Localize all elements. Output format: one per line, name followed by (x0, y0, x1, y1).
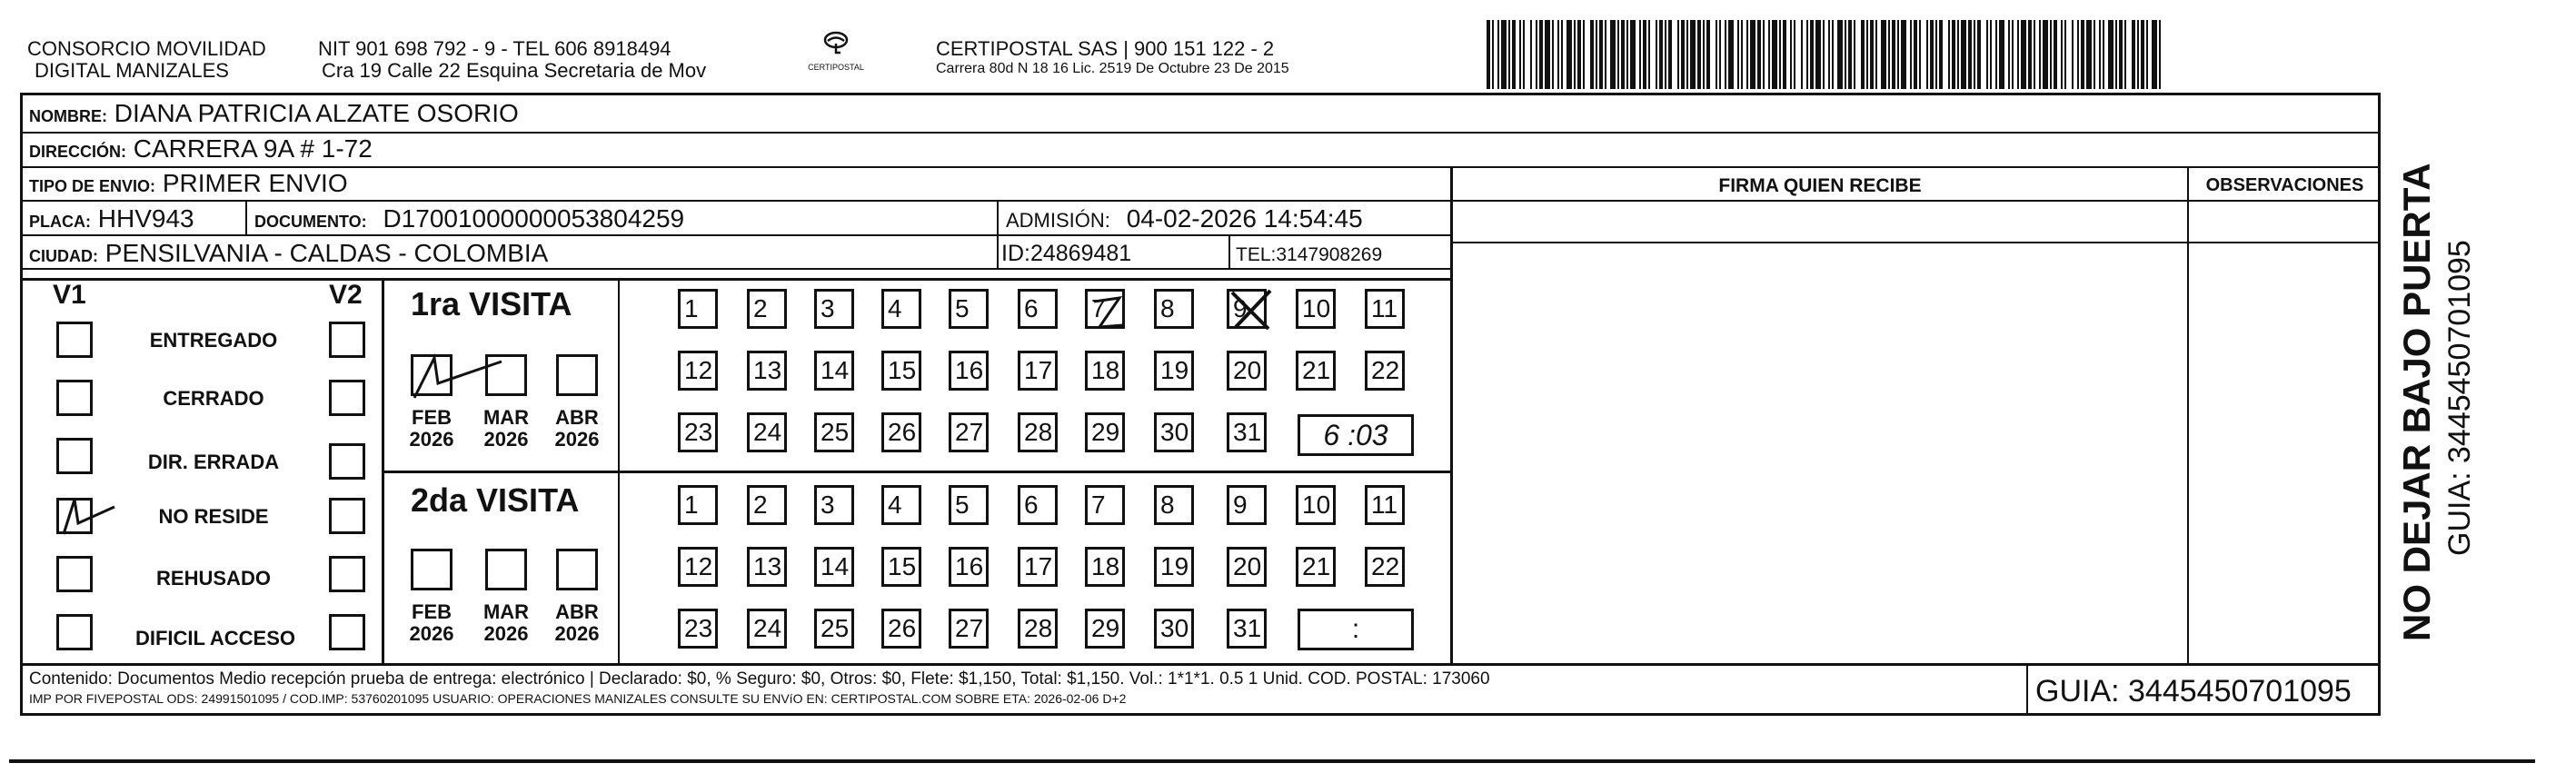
visit2-time-box[interactable]: : (1298, 609, 1414, 650)
barcode-bar (1801, 20, 1803, 89)
barcode-bar (1779, 20, 1781, 89)
barcode-bar (1621, 20, 1625, 89)
visit2-day-12[interactable]: 12 (678, 547, 718, 587)
barcode-bar (1596, 20, 1597, 89)
barcode-bar (1986, 20, 1988, 89)
visit2-abr-box[interactable] (556, 549, 598, 590)
barcode-bar (1512, 20, 1516, 89)
barcode-bar (1848, 20, 1852, 89)
barcode-bar (2034, 20, 2035, 89)
visit2-day-11[interactable]: 11 (1365, 485, 1405, 525)
visit1-day-15[interactable]: 15 (881, 351, 921, 391)
visit1-month-abr: ABR 2026 (554, 406, 600, 451)
id-field: ID:24869481 (1001, 241, 1132, 266)
visit2-day-25[interactable]: 25 (814, 609, 854, 649)
visit1-month-feb: FEB 2026 (409, 406, 454, 451)
visit1-day-6[interactable]: 6 (1018, 289, 1058, 329)
barcode-bar (2124, 20, 2126, 89)
barcode-bar (1545, 20, 1550, 89)
barcode-bar (1639, 20, 1641, 89)
visit2-day-29[interactable]: 29 (1085, 609, 1125, 649)
barcode-bar (2119, 20, 2123, 89)
barcode-bar (2054, 20, 2057, 89)
barcode-bar (1703, 20, 1705, 89)
barcode-bar (1888, 20, 1890, 89)
visit1-day-20[interactable]: 20 (1227, 351, 1267, 391)
barcode-bar (1977, 20, 1981, 89)
barcode-bar (2039, 20, 2041, 89)
visit1-day-11[interactable]: 11 (1365, 289, 1405, 329)
visit2-day-16[interactable]: 16 (949, 547, 989, 587)
barcode-bar (2072, 20, 2074, 89)
visit2-day-5[interactable]: 5 (949, 485, 989, 525)
barcode-bar (1648, 20, 1650, 89)
visit2-day-13[interactable]: 13 (747, 547, 787, 587)
visit2-day-9[interactable]: 9 (1227, 485, 1267, 525)
visit2-day-7[interactable]: 7 (1085, 485, 1125, 525)
courier-info: CERTIPOSTAL SAS | 900 151 122 - 2 Carrera 80d N 18 16 Lic. 2519 De Octubre 23 De 2015 (936, 37, 1289, 76)
visit1-day-2[interactable]: 2 (747, 289, 787, 329)
barcode-bar (2094, 20, 2095, 89)
barcode-bar (1626, 20, 1628, 89)
status-rehusado: REHUSADO (156, 567, 271, 590)
barcode-bar (2050, 20, 2052, 89)
barcode-bar (1599, 20, 1603, 89)
barcode-bar (1961, 20, 1966, 89)
visit1-day-4[interactable]: 4 (881, 289, 921, 329)
barcode (1487, 20, 2163, 89)
status-cerrado: CERRADO (163, 387, 264, 410)
barcode-bar (1995, 20, 1997, 89)
nombre-field: NOMBRE: DIANA PATRICIA ALZATE OSORIO (29, 99, 519, 127)
visit2-day-8[interactable]: 8 (1154, 485, 1194, 525)
logo-mark-icon (821, 31, 851, 58)
barcode-bar (1968, 20, 1972, 89)
status-dificil-acceso: DIFICIL ACCESO (134, 627, 295, 649)
barcode-bar (1952, 20, 1955, 89)
visit1-day-23[interactable]: 23 (678, 412, 718, 452)
tel-field: TEL:3147908269 (1236, 244, 1383, 265)
barcode-bar (1999, 20, 2004, 89)
barcode-bar (1930, 20, 1934, 89)
visit1-title: 1ra VISITA (411, 285, 572, 322)
ciudad-field: CIUDAD: PENSILVANIA - CALDAS - COLOMBIA (29, 239, 549, 267)
v2-label: V2 (329, 280, 363, 310)
visit2-day-19[interactable]: 19 (1154, 547, 1194, 587)
v2-rehusado-checkbox[interactable] (329, 556, 365, 592)
barcode-bar (1643, 20, 1646, 89)
barcode-bar (1866, 20, 1868, 89)
barcode-bar (1530, 20, 1532, 89)
v2-entregado-checkbox[interactable] (329, 322, 365, 358)
visit1-day-29[interactable]: 29 (1085, 412, 1125, 452)
v2-dificil-acceso-checkbox[interactable] (329, 614, 365, 650)
barcode-bar (2103, 20, 2104, 89)
side-warning: NO DEJAR BAJO PUERTA (2395, 163, 2438, 641)
visit2-day-20[interactable]: 20 (1227, 547, 1267, 587)
barcode-bar (1706, 20, 1710, 89)
barcode-bar (2012, 20, 2014, 89)
barcode-bar (1845, 20, 1846, 89)
visit2-day-22[interactable]: 22 (1365, 547, 1405, 587)
visit2-month-abr: ABR 2026 (554, 600, 600, 645)
visit2-day-30[interactable]: 30 (1154, 609, 1194, 649)
barcode-bar (1794, 20, 1795, 89)
visit2-day-24[interactable]: 24 (747, 609, 787, 649)
barcode-bar (1897, 20, 1899, 89)
barcode-bar (1768, 20, 1770, 89)
barcode-bar (1892, 20, 1895, 89)
observaciones-header: OBSERVACIONES (2205, 175, 2364, 195)
barcode-bar (1763, 20, 1765, 89)
visit1-day-3[interactable]: 3 (814, 289, 854, 329)
barcode-bar (2108, 20, 2114, 89)
v2-cerrado-checkbox[interactable] (329, 380, 365, 416)
barcode-bar (1668, 20, 1672, 89)
barcode-bar (1552, 20, 1554, 89)
visit1-day-8[interactable]: 8 (1154, 289, 1194, 329)
visit2-day-10[interactable]: 10 (1296, 485, 1336, 525)
visit1-day-28[interactable]: 28 (1018, 412, 1058, 452)
barcode-bar (2115, 20, 2117, 89)
barcode-bar (1737, 20, 1739, 89)
visit2-day-26[interactable]: 26 (881, 609, 921, 649)
barcode-bar (1772, 20, 1777, 89)
visit2-feb-box[interactable] (411, 549, 453, 590)
visit1-day-30[interactable]: 30 (1154, 412, 1194, 452)
barcode-bar (1728, 20, 1734, 89)
barcode-bar (1741, 20, 1743, 89)
v1-dificil-acceso-checkbox[interactable] (56, 614, 93, 650)
barcode-bar (1875, 20, 1877, 89)
barcode-bar (1948, 20, 1950, 89)
barcode-bar (1919, 20, 1921, 89)
visit1-day-13[interactable]: 13 (747, 351, 787, 391)
visit1-day-25[interactable]: 25 (814, 412, 854, 452)
company-name: CONSORCIO MOVILIDAD DIGITAL MANIZALES (27, 37, 266, 82)
v1-dir-errada-checkbox[interactable] (56, 438, 93, 474)
barcode-bar (2141, 20, 2144, 89)
barcode-bar (1501, 20, 1507, 89)
visit1-day-19[interactable]: 19 (1154, 351, 1194, 391)
v1-label: V1 (53, 280, 86, 310)
barcode-bar (2064, 20, 2066, 89)
barcode-bar (1861, 20, 1865, 89)
barcode-bar (1539, 20, 1543, 89)
barcode-bar (1716, 20, 1717, 89)
visit2-day-23[interactable]: 23 (678, 609, 718, 649)
barcode-bar (1659, 20, 1663, 89)
visit1-day-27[interactable]: 27 (949, 412, 989, 452)
firma-header: FIRMA QUIEN RECIBE (1718, 175, 1922, 196)
barcode-bar (1783, 20, 1786, 89)
v2-dir-errada-checkbox[interactable] (329, 443, 365, 480)
documento-field: DOCUMENTO: D17001000000053804259 (254, 204, 685, 233)
admision-field: ADMISIÓN: 04-02-2026 14:54:45 (1006, 204, 1363, 233)
visit2-month-feb: FEB 2026 (409, 600, 454, 645)
barcode-bar (1926, 20, 1928, 89)
barcode-bar (1681, 20, 1685, 89)
barcode-bar (2137, 20, 2139, 89)
barcode-bar (1881, 20, 1886, 89)
barcode-bar (2043, 20, 2048, 89)
barcode-bar (1957, 20, 1959, 89)
visit2-day-14[interactable]: 14 (814, 547, 854, 587)
barcode-bar (2152, 20, 2157, 89)
barcode-bar (1697, 20, 1701, 89)
v1-rehusado-checkbox[interactable] (56, 556, 93, 592)
barcode-bar (2146, 20, 2148, 89)
barcode-bar (1901, 20, 1906, 89)
barcode-bar (2081, 20, 2084, 89)
barcode-bar (1590, 20, 1594, 89)
barcode-bar (1536, 20, 1537, 89)
barcode-bar (1750, 20, 1755, 89)
visit1-day-10[interactable]: 10 (1296, 289, 1336, 329)
barcode-bar (2099, 20, 2101, 89)
v1-entregado-checkbox[interactable] (56, 322, 93, 358)
barcode-bar (1823, 20, 1825, 89)
barcode-bar (1870, 20, 1874, 89)
barcode-bar (1832, 20, 1834, 89)
barcode-bar (1487, 20, 1490, 89)
tear-line (9, 759, 2535, 763)
barcode-bar (2017, 20, 2019, 89)
barcode-bar (1806, 20, 1808, 89)
barcode-bar (1974, 20, 1975, 89)
barcode-bar (1656, 20, 1657, 89)
barcode-bar (2061, 20, 2063, 89)
visit1-day-1[interactable]: 1 (678, 289, 718, 329)
status-entregado: ENTREGADO (149, 329, 278, 352)
visit1-day-22[interactable]: 22 (1365, 351, 1405, 391)
company-nit: NIT 901 698 792 - 9 - TEL 606 8918494 Cra 19 Calle 22 Esquina Secretaria de Mov (318, 37, 707, 82)
barcode-bar (1523, 20, 1525, 89)
side-guia: GUIA: 3445450701095 (2442, 240, 2477, 556)
barcode-bar (1610, 20, 1616, 89)
visit2-day-27[interactable]: 27 (949, 609, 989, 649)
barcode-bar (1492, 20, 1494, 89)
barcode-bar (1757, 20, 1761, 89)
barcode-bar (1939, 20, 1943, 89)
certipostal-logo: CERTIPOSTAL (800, 31, 872, 72)
visit2-title: 2da VISITA (411, 481, 580, 519)
barcode-bar (1605, 20, 1606, 89)
barcode-bar (1617, 20, 1619, 89)
barcode-bar (1677, 20, 1679, 89)
placa-field: PLACA: HHV943 (29, 204, 194, 233)
status-dir-errada: DIR. ERRADA (147, 451, 280, 473)
visit2-day-21[interactable]: 21 (1296, 547, 1336, 587)
footer-content: Contenido: Documentos Medio recepción prueba de entrega: electrónico | Declarado: $0, % Seguro: $0, Otros: $0, Flete: $1,150, Total: $1,150. Vol.: 1*1*1. 0.5 1 Unid. COD. POSTAL: 173060 IMP POR FIVEPOSTAL ODS: 24991501095 / COD.IMP: 53760201095 USUARIO: OPERACIONES MANIZALES CONSULTE SU ENVíO EN: CERTIPOSTAL.COM SOBRE ETA: 2026-02-06 D+2 (29, 669, 1490, 706)
visit1-day-31[interactable]: 31 (1227, 412, 1267, 452)
barcode-bar (1725, 20, 1726, 89)
footer-guia: GUIA: 3445450701095 (2035, 674, 2352, 709)
direccion-field: DIRECCIÓN: CARRERA 9A # 1-72 (29, 134, 373, 163)
visit1-time-box[interactable]: 6 :03 (1298, 414, 1414, 456)
visit1-day-26[interactable]: 26 (881, 412, 921, 452)
visit2-day-3[interactable]: 3 (814, 485, 854, 525)
barcode-bar (1990, 20, 1992, 89)
visit1-day-21[interactable]: 21 (1296, 351, 1336, 391)
barcode-bar (2008, 20, 2010, 89)
visit1-day-7[interactable]: 7 (1085, 289, 1125, 329)
barcode-bar (1810, 20, 1814, 89)
visit2-day-17[interactable]: 17 (1018, 547, 1058, 587)
barcode-bar (1815, 20, 1821, 89)
barcode-bar (1935, 20, 1937, 89)
v1-no-reside-checkmark-icon (51, 491, 124, 541)
visit2-day-18[interactable]: 18 (1085, 547, 1125, 587)
visit1-month-mar: MAR 2026 (482, 406, 530, 451)
barcode-bar (1566, 20, 1572, 89)
visit2-day-6[interactable]: 6 (1018, 485, 1058, 525)
status-no-reside: NO RESIDE (158, 505, 269, 528)
visit1-abr-box[interactable] (556, 354, 598, 396)
visit2-mar-box[interactable] (485, 549, 527, 590)
visit2-day-2[interactable]: 2 (747, 485, 787, 525)
visit2-day-15[interactable]: 15 (881, 547, 921, 587)
barcode-bar (1910, 20, 1912, 89)
visit1-day-18[interactable]: 18 (1085, 351, 1125, 391)
barcode-bar (1790, 20, 1792, 89)
visit1-day-5[interactable]: 5 (949, 289, 989, 329)
visit2-day-4[interactable]: 4 (881, 485, 921, 525)
barcode-bar (2077, 20, 2079, 89)
barcode-bar (2028, 20, 2032, 89)
barcode-bar (1574, 20, 1576, 89)
barcode-bar (1719, 20, 1721, 89)
visit1-day-9[interactable]: 9 (1227, 289, 1267, 329)
barcode-bar (2086, 20, 2092, 89)
barcode-bar (1630, 20, 1636, 89)
v1-cerrado-checkbox[interactable] (56, 380, 93, 416)
barcode-bar (1577, 20, 1581, 89)
barcode-bar (2159, 20, 2161, 89)
visit1-mar-box[interactable] (485, 354, 527, 396)
barcode-bar (1519, 20, 1521, 89)
barcode-bar (1746, 20, 1748, 89)
barcode-bar (1828, 20, 1830, 89)
visit1-day-24[interactable]: 24 (747, 412, 787, 452)
barcode-bar (1690, 20, 1696, 89)
barcode-bar (2021, 20, 2026, 89)
barcode-bar (1854, 20, 1855, 89)
barcode-bar (1686, 20, 1688, 89)
visit1-day7-mark-icon (1087, 289, 1132, 334)
barcode-bar (1497, 20, 1499, 89)
barcode-bar (1665, 20, 1666, 89)
barcode-bar (1837, 20, 1843, 89)
visit1-day-14[interactable]: 14 (814, 351, 854, 391)
visit2-day-31[interactable]: 31 (1227, 609, 1267, 649)
visit2-day-28[interactable]: 28 (1018, 609, 1058, 649)
tipo-envio-field: TIPO DE ENVIO: PRIMER ENVIO (29, 169, 348, 197)
visit1-day-17[interactable]: 17 (1018, 351, 1058, 391)
barcode-bar (2132, 20, 2135, 89)
v2-no-reside-checkbox[interactable] (329, 498, 365, 534)
visit2-day-1[interactable]: 1 (678, 485, 718, 525)
barcode-bar (1508, 20, 1510, 89)
visit2-month-mar: MAR 2026 (482, 600, 530, 645)
barcode-bar (1561, 20, 1563, 89)
barcode-bar (1583, 20, 1585, 89)
visit1-day-16[interactable]: 16 (949, 351, 989, 391)
barcode-bar (1557, 20, 1559, 89)
visit1-day-12[interactable]: 12 (678, 351, 718, 391)
visit1-day9-cross-icon (1227, 285, 1276, 334)
barcode-bar (1914, 20, 1917, 89)
